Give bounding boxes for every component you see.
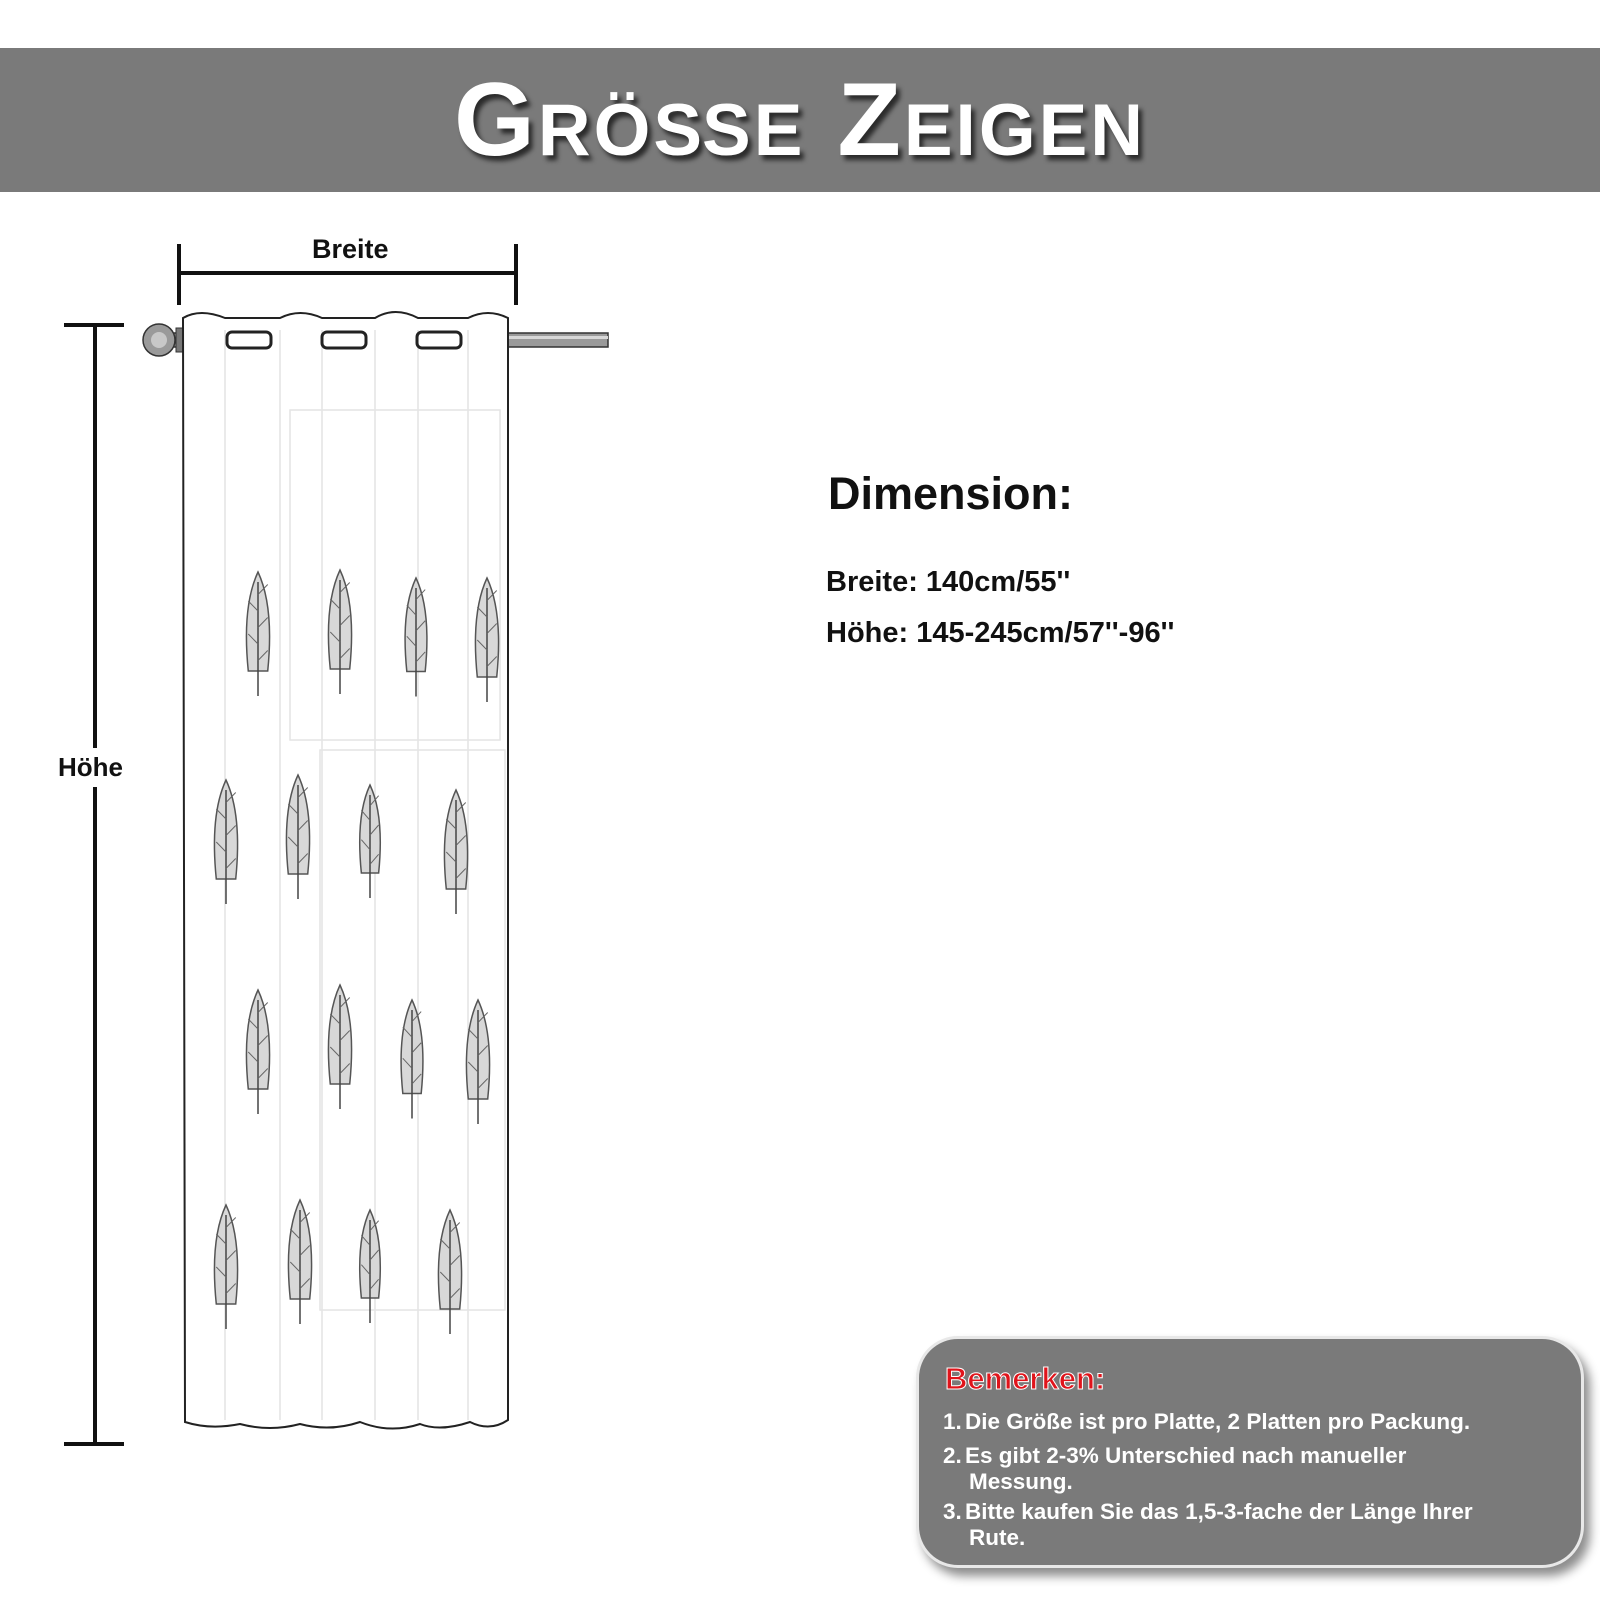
width-label: Breite — [312, 234, 389, 264]
note-item-3 — [943, 1499, 1563, 1551]
note-item-2 — [943, 1443, 1563, 1495]
note-number: 3. — [943, 1499, 962, 1524]
note-text-continued: Messung. — [969, 1469, 1073, 1494]
dimension-height: Höhe: 145-245cm/57''-96'' — [826, 617, 1175, 649]
dimension-title: Dimension: — [828, 468, 1074, 519]
note-item-1 — [943, 1409, 1563, 1435]
note-text: Es gibt 2-3% Unterschied nach manueller — [965, 1443, 1407, 1468]
height-dimension-line — [64, 325, 124, 1444]
notes-box — [916, 1336, 1584, 1568]
note-text: Bitte kaufen Sie das 1,5-3-fache der Länge Ihrer — [965, 1499, 1473, 1524]
dimension-width: Breite: 140cm/55'' — [826, 566, 1071, 598]
note-text-continued: Rute. — [969, 1525, 1026, 1550]
note-text: Die Größe ist pro Platte, 2 Platten pro Packung. — [965, 1409, 1471, 1434]
height-label: Höhe — [58, 748, 123, 787]
note-number: 1. — [943, 1409, 962, 1434]
notes-title: Bemerken: — [945, 1361, 1106, 1396]
page-title: Größe Zeigen — [453, 61, 1147, 178]
note-number: 2. — [943, 1443, 962, 1468]
